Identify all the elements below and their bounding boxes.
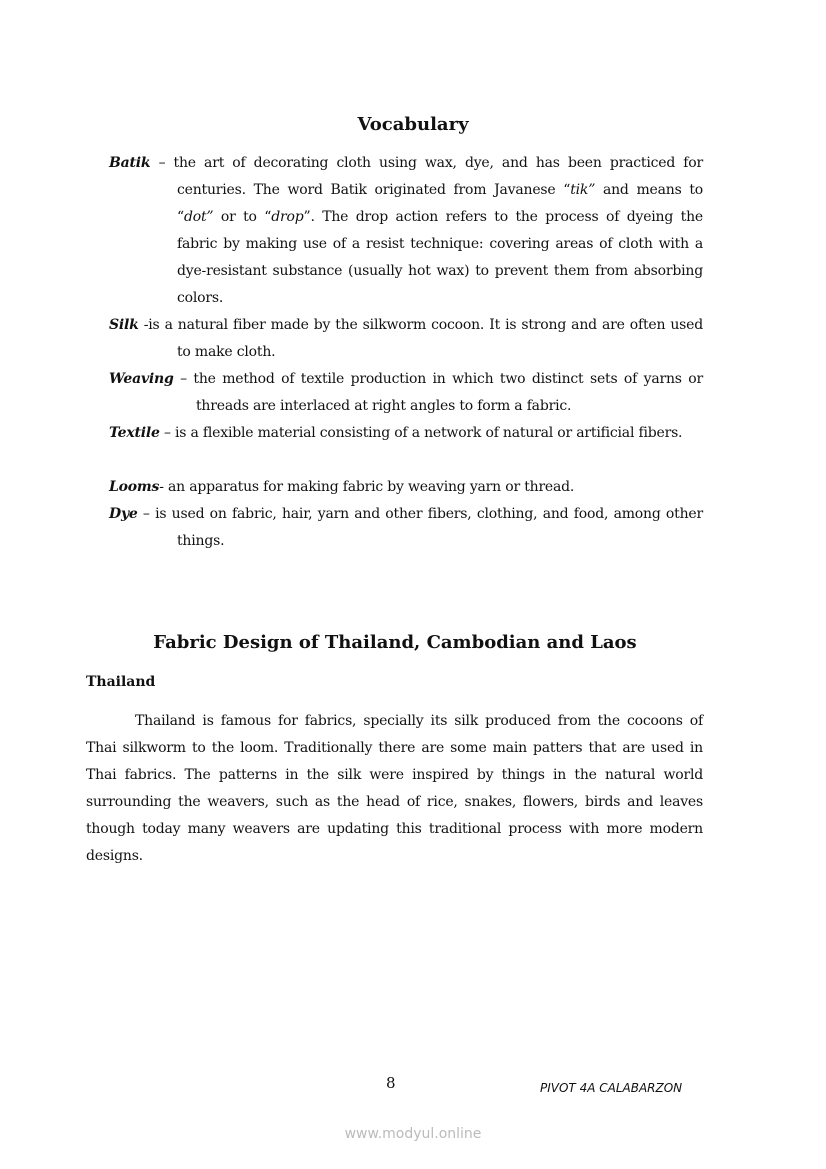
definition-text: and means to “ [177, 182, 703, 225]
vocabulary-title: Vocabulary [357, 114, 469, 135]
vocab-term: Batik [109, 155, 151, 171]
footer-label: PIVOT 4A CALABARZON [540, 1081, 683, 1095]
definition-text: an apparatus for making fabric by weaving yarn or thread. [168, 479, 575, 495]
separator: – [150, 155, 174, 171]
definition-text: is used on fabric, hair, yarn and other fibers, clothing, and food, among other things. [155, 506, 703, 549]
separator: - [159, 479, 168, 495]
page-number: 8 [386, 1074, 396, 1092]
definition-italic: drop [271, 209, 304, 225]
section-subheading: Thailand [86, 674, 156, 690]
definition-text: ”. The drop action refers to the process of dyeing the fabric by making use of a resist technique: covering areas of cloth with a dye-resistant substance (usually hot wax) to prevent them from absorbing colors. [177, 209, 703, 306]
vocab-entry-silk [109, 312, 703, 366]
vocab-entry-weaving [109, 366, 703, 420]
definition-text: the method of textile production in which two distinct sets of yarns or threads are interlaced at right angles to form a fabric. [193, 371, 703, 414]
separator: – [159, 425, 175, 441]
separator: – [137, 506, 156, 522]
vocab-term: Looms [109, 479, 160, 495]
definition-text: or to “ [213, 209, 272, 225]
vocab-entry-looms [109, 474, 703, 501]
vocab-term: Weaving [109, 371, 174, 387]
vocab-term: Silk [109, 317, 139, 333]
definition-text: is a flexible material consisting of a network of natural or artificial fibers. [175, 425, 683, 441]
vocab-term: Dye [109, 506, 138, 522]
separator: - [138, 317, 149, 333]
vocab-entry-batik [109, 150, 703, 312]
vocab-entry-dye [109, 501, 703, 555]
definition-text: is a natural fiber made by the silkworm cocoon. It is strong and are often used to make cloth. [148, 317, 703, 360]
section-title: Fabric Design of Thailand, Cambodian and Laos [153, 632, 637, 653]
vocab-term: Textile [109, 425, 160, 441]
section-paragraph: Thailand is famous for fabrics, specially its silk produced from the cocoons of Thai silkworm to the loom. Traditionally there are some main patters that are used in Thai fabrics. The patterns in the silk were inspired by things in the natural world surrounding the weavers, such as the head of rice, snakes, flowers, birds and leaves though today many weavers are updating this traditional process with more modern designs. [86, 713, 703, 864]
definition-italic: tik” [570, 182, 596, 198]
definition-italic: dot” [183, 209, 214, 225]
vocab-entry-textile [109, 420, 703, 447]
definition-text: the art of decorating cloth using wax, dye, and has been practiced for centuries. The word Batik originated from Javanese “ [173, 155, 703, 198]
watermark: www.modyul.online [344, 1126, 482, 1142]
separator: – [173, 371, 194, 387]
